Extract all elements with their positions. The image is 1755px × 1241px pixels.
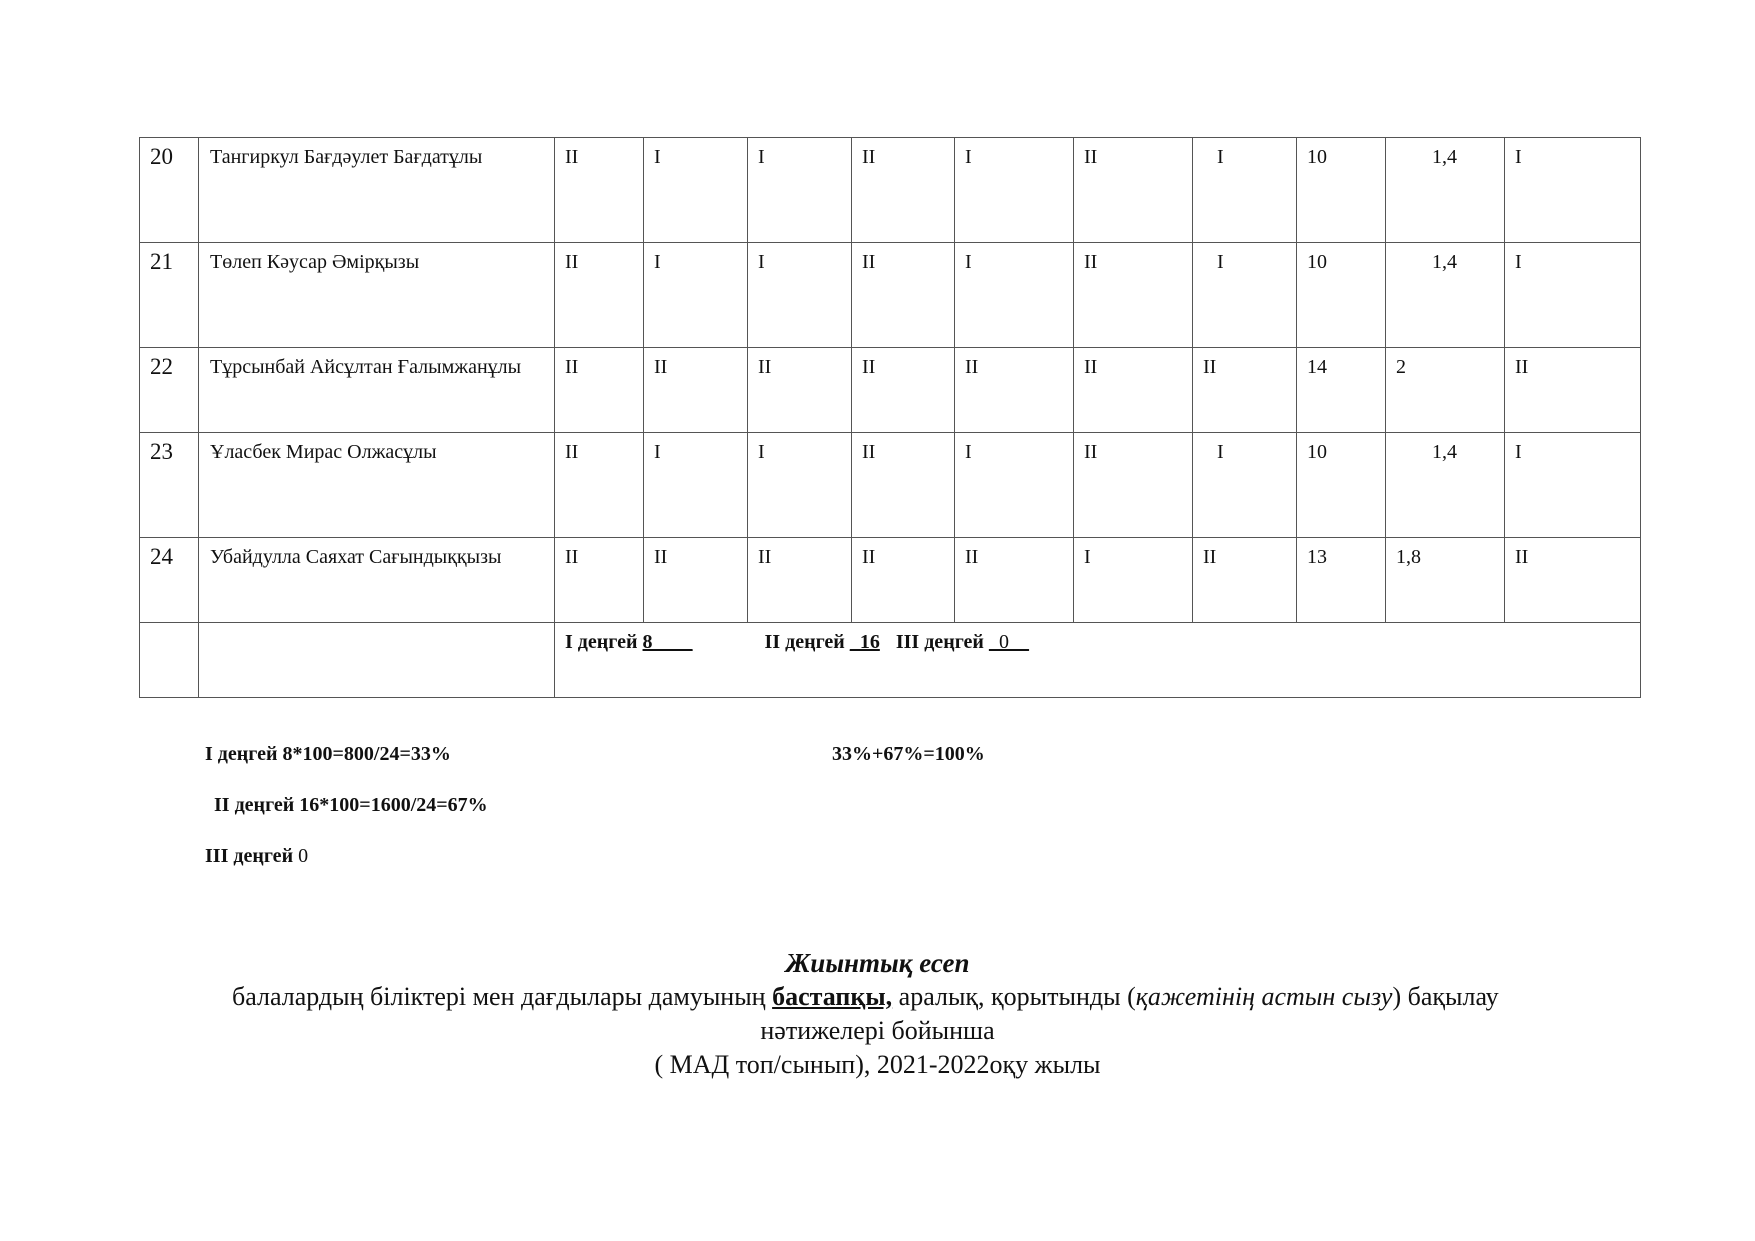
summary-row [140, 623, 1641, 698]
results-table [139, 137, 1641, 698]
total-cell: 10 [1297, 433, 1386, 538]
score-cell: II [1074, 243, 1193, 348]
score-cell: II [644, 538, 748, 623]
average-cell: 1,4 [1386, 433, 1505, 538]
score-cell: II [1074, 348, 1193, 433]
subtitle-part: ) бақылау [1392, 982, 1499, 1011]
total-cell: 10 [1297, 138, 1386, 243]
child-name: Тұрсынбай Айсұлтан Ғалымжанұлы [199, 348, 555, 433]
score-cell: I [1193, 433, 1297, 538]
score-cell: I [955, 138, 1074, 243]
score-cell: II [1074, 138, 1193, 243]
score-cell: II [1193, 348, 1297, 433]
level3-label: III деңгей [895, 631, 989, 653]
score-cell: II [852, 538, 955, 623]
table-row [140, 538, 1641, 623]
score-cell: II [644, 348, 748, 433]
level3-calc-label: III деңгей [205, 845, 299, 867]
child-name: Ұласбек Мирас Олжасұлы [199, 433, 555, 538]
level3-count: _0__ [988, 631, 1029, 653]
score-cell: I [748, 138, 852, 243]
score-cell: II [1193, 538, 1297, 623]
level-cell: II [1505, 348, 1641, 433]
average-cell: 1,4 [1386, 138, 1505, 243]
score-cell: I [1193, 243, 1297, 348]
score-cell: II [1074, 433, 1193, 538]
score-cell: II [555, 538, 644, 623]
subtitle-italic: қажетінің астын сызу [1135, 982, 1393, 1011]
score-cell: I [748, 243, 852, 348]
report-subtitle-line2: нәтижелері бойынша [760, 1016, 995, 1045]
level-cell: I [1505, 138, 1641, 243]
child-name: Төлеп Кәусар Әмірқызы [199, 243, 555, 348]
level2-calculation: II деңгей 16*100=1600/24=67% [214, 794, 488, 816]
level2-label: II деңгей [764, 631, 850, 653]
level1-label: I деңгей [565, 631, 643, 653]
level3-calc-value: 0 [298, 845, 309, 867]
total-cell: 13 [1297, 538, 1386, 623]
empty-cell [199, 623, 555, 698]
score-cell: I [644, 138, 748, 243]
level1-calculation: I деңгей 8*100=800/24=33% [205, 743, 451, 765]
score-cell: II [748, 538, 852, 623]
level-cell: I [1505, 243, 1641, 348]
score-cell: II [555, 433, 644, 538]
row-number: 22 [140, 348, 199, 433]
level3-calculation [205, 845, 308, 868]
row-number: 24 [140, 538, 199, 623]
child-name: Убайдулла Саяхат Сағындыққызы [199, 538, 555, 623]
row-number: 23 [140, 433, 199, 538]
level-summary [555, 623, 1641, 698]
score-cell: I [748, 433, 852, 538]
score-cell: II [852, 433, 955, 538]
average-cell: 1,4 [1386, 243, 1505, 348]
score-cell: II [555, 138, 644, 243]
score-cell: II [955, 538, 1074, 623]
score-cell: I [644, 243, 748, 348]
score-cell: II [748, 348, 852, 433]
empty-cell [140, 623, 199, 698]
subtitle-part: аралық, қорытынды ( [892, 982, 1136, 1011]
report-title: Жиынтық есеп [785, 948, 970, 978]
score-cell: II [955, 348, 1074, 433]
child-name: Тангиркул Бағдәулет Бағдатұлы [199, 138, 555, 243]
score-cell: I [955, 433, 1074, 538]
average-cell: 1,8 [1386, 538, 1505, 623]
level-cell: I [1505, 433, 1641, 538]
score-cell: II [852, 243, 955, 348]
score-cell: II [555, 348, 644, 433]
score-cell: I [1193, 138, 1297, 243]
table-row [140, 138, 1641, 243]
level1-count: 8____ [642, 631, 693, 653]
score-cell: I [644, 433, 748, 538]
level2-count: _16 [849, 631, 880, 653]
score-cell: II [555, 243, 644, 348]
total-cell: 14 [1297, 348, 1386, 433]
score-cell: I [955, 243, 1074, 348]
subtitle-part: балалардың біліктері мен дағдылары дамуының [232, 982, 773, 1011]
score-cell: II [852, 348, 955, 433]
row-number: 20 [140, 138, 199, 243]
subtitle-underlined: бастапқы, [772, 982, 893, 1011]
row-number: 21 [140, 243, 199, 348]
score-cell: II [852, 138, 955, 243]
average-cell: 2 [1386, 348, 1505, 433]
total-calculation: 33%+67%=100% [832, 743, 985, 765]
table-row [140, 243, 1641, 348]
table-row [140, 348, 1641, 433]
table-row [140, 433, 1641, 538]
report-subtitle [232, 982, 1499, 1012]
report-group-year: ( МАД топ/сынып), 2021-2022оқу жылы [654, 1050, 1101, 1079]
level-cell: II [1505, 538, 1641, 623]
total-cell: 10 [1297, 243, 1386, 348]
score-cell: I [1074, 538, 1193, 623]
